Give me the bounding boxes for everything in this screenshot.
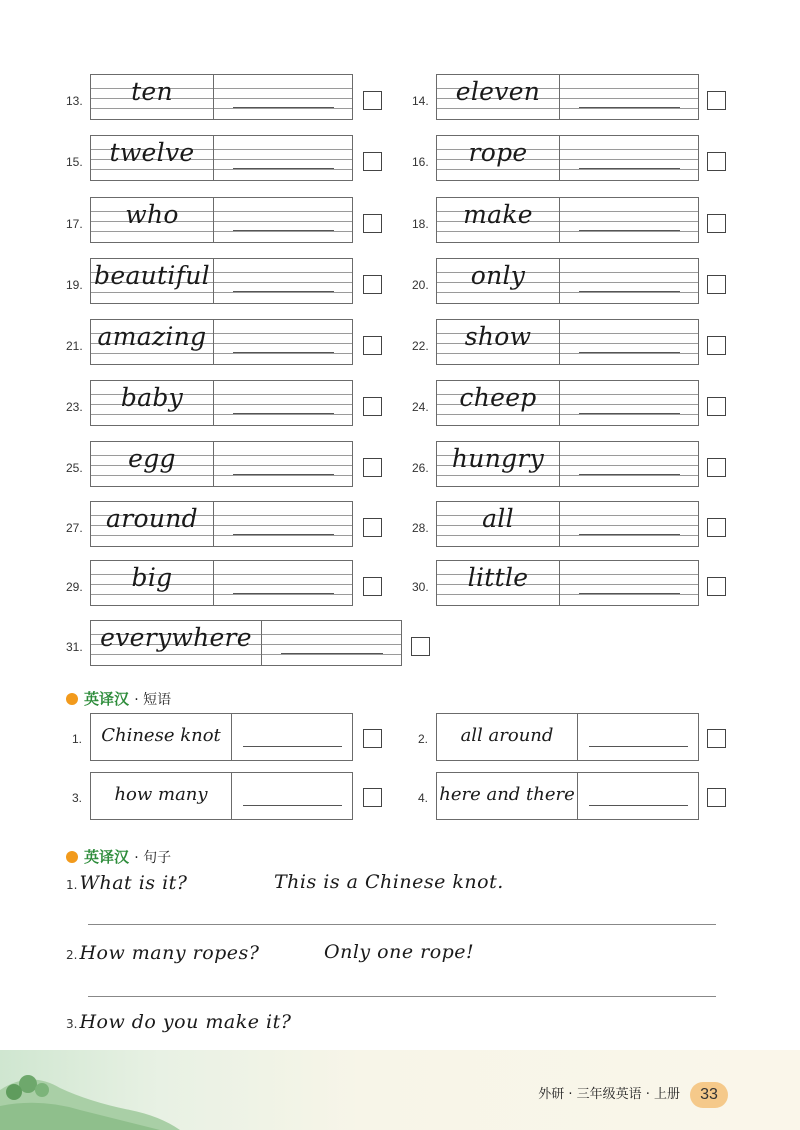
answer-blank[interactable] [233,352,334,353]
answer-blank[interactable] [243,805,342,806]
phrase-box [436,713,699,761]
english-word: around [106,504,198,533]
answer-blank[interactable] [233,474,334,475]
answer-blank[interactable] [579,593,680,594]
checkbox[interactable] [363,91,382,110]
checkbox[interactable] [363,788,382,807]
english-word: egg [128,444,176,473]
answer-blank[interactable] [579,352,680,353]
landscape-illustration [0,1040,180,1130]
answer-blank[interactable] [233,413,334,414]
item-number: 1. [72,732,83,746]
answer-blank[interactable] [233,168,334,169]
english-word: big [131,563,173,592]
answer-blank[interactable] [579,474,680,475]
item-number: 19. [66,278,83,292]
english-word: hungry [451,444,545,473]
checkbox[interactable] [363,336,382,355]
word-box [436,197,699,243]
checkbox[interactable] [363,577,382,596]
word-box [90,501,353,547]
checkbox[interactable] [707,729,726,748]
english-word: cheep [459,383,537,412]
item-number: 25. [66,461,83,475]
answer-blank[interactable] [589,746,688,747]
english-word: eleven [455,77,541,106]
word-box [90,380,353,426]
item-number: 3. [72,791,83,805]
checkbox[interactable] [363,275,382,294]
checkbox[interactable] [363,729,382,748]
checkbox[interactable] [707,788,726,807]
english-word: beautiful [94,261,210,290]
word-box [436,74,699,120]
english-word: ten [131,77,173,106]
english-word: only [470,261,526,290]
english-phrase: how many [114,784,208,805]
english-word: make [463,200,533,229]
answer-blank[interactable] [579,168,680,169]
word-box [90,258,353,304]
page-number: 33 [690,1082,728,1108]
phrases-section-title: 英译汉 · 短语 [66,688,171,709]
english-word: baby [120,383,184,412]
sentence-1: 1. What is it? This is a Chinese knot. [66,871,504,894]
phrase-box [90,713,353,761]
answer-line-1[interactable] [88,924,716,925]
checkbox[interactable] [707,152,726,171]
english-phrase: Chinese knot [101,725,221,746]
word-box [436,258,699,304]
answer-blank[interactable] [243,746,342,747]
item-number: 27. [66,521,83,535]
answer-blank[interactable] [233,291,334,292]
checkbox[interactable] [707,577,726,596]
checkbox[interactable] [363,458,382,477]
item-number: 17. [66,217,83,231]
item-number: 24. [412,400,429,414]
word-box [436,380,699,426]
item-number: 2. [418,732,429,746]
english-word: amazing [97,322,207,351]
item-number: 23. [66,400,83,414]
answer-blank[interactable] [579,230,680,231]
checkbox[interactable] [363,214,382,233]
phrase-box [90,772,353,820]
item-number: 30. [412,580,429,594]
word-box [90,319,353,365]
answer-blank[interactable] [233,107,334,108]
phrase-box [436,772,699,820]
word-box [436,441,699,487]
answer-blank[interactable] [579,107,680,108]
word-box [436,501,699,547]
english-word: twelve [109,138,195,167]
item-number: 26. [412,461,429,475]
english-word: all [482,504,514,533]
item-number: 28. [412,521,429,535]
answer-blank[interactable] [281,653,383,654]
item-number: 15. [66,155,83,169]
footer-book-title: 外研 · 三年级英语 · 上册 [538,1087,680,1102]
english-word: who [125,200,179,229]
word-box [90,74,353,120]
checkbox[interactable] [707,336,726,355]
checkbox[interactable] [707,91,726,110]
checkbox[interactable] [707,518,726,537]
answer-blank[interactable] [233,593,334,594]
sentence-3: 3. How do you make it? [66,1011,292,1033]
bullet-dot-icon [66,693,78,705]
english-word: little [467,563,529,592]
word-box [90,620,402,666]
word-box [436,135,699,181]
answer-blank[interactable] [233,534,334,535]
answer-blank[interactable] [579,413,680,414]
checkbox[interactable] [363,397,382,416]
item-number: 20. [412,278,429,292]
item-number: 13. [66,94,83,108]
sentence-2: 2. How many ropes? Only one rope! [66,941,475,964]
item-number: 18. [412,217,429,231]
answer-blank[interactable] [579,534,680,535]
word-box [436,560,699,606]
checkbox[interactable] [363,518,382,537]
checkbox[interactable] [707,275,726,294]
item-number: 14. [412,94,429,108]
item-number: 21. [66,339,83,353]
bullet-dot-icon [66,851,78,863]
english-word: everywhere [100,623,252,652]
item-number: 16. [412,155,429,169]
checkbox[interactable] [707,458,726,477]
item-number: 4. [418,791,429,805]
sentences-section-title: 英译汉 · 句子 [66,846,171,867]
english-word: rope [468,138,528,167]
english-phrase: all around [460,725,554,746]
checkbox[interactable] [363,152,382,171]
item-number: 22. [412,339,429,353]
answer-blank[interactable] [233,230,334,231]
checkbox[interactable] [707,214,726,233]
answer-blank[interactable] [589,805,688,806]
word-box [90,560,353,606]
answer-blank[interactable] [579,291,680,292]
item-number: 31. [66,640,83,654]
english-word: show [464,322,532,351]
word-box [90,135,353,181]
checkbox[interactable] [707,397,726,416]
item-number: 29. [66,580,83,594]
word-box [90,441,353,487]
word-box [436,319,699,365]
english-phrase: here and there [439,784,575,805]
answer-line-2[interactable] [88,996,716,997]
checkbox[interactable] [411,637,430,656]
word-box [90,197,353,243]
